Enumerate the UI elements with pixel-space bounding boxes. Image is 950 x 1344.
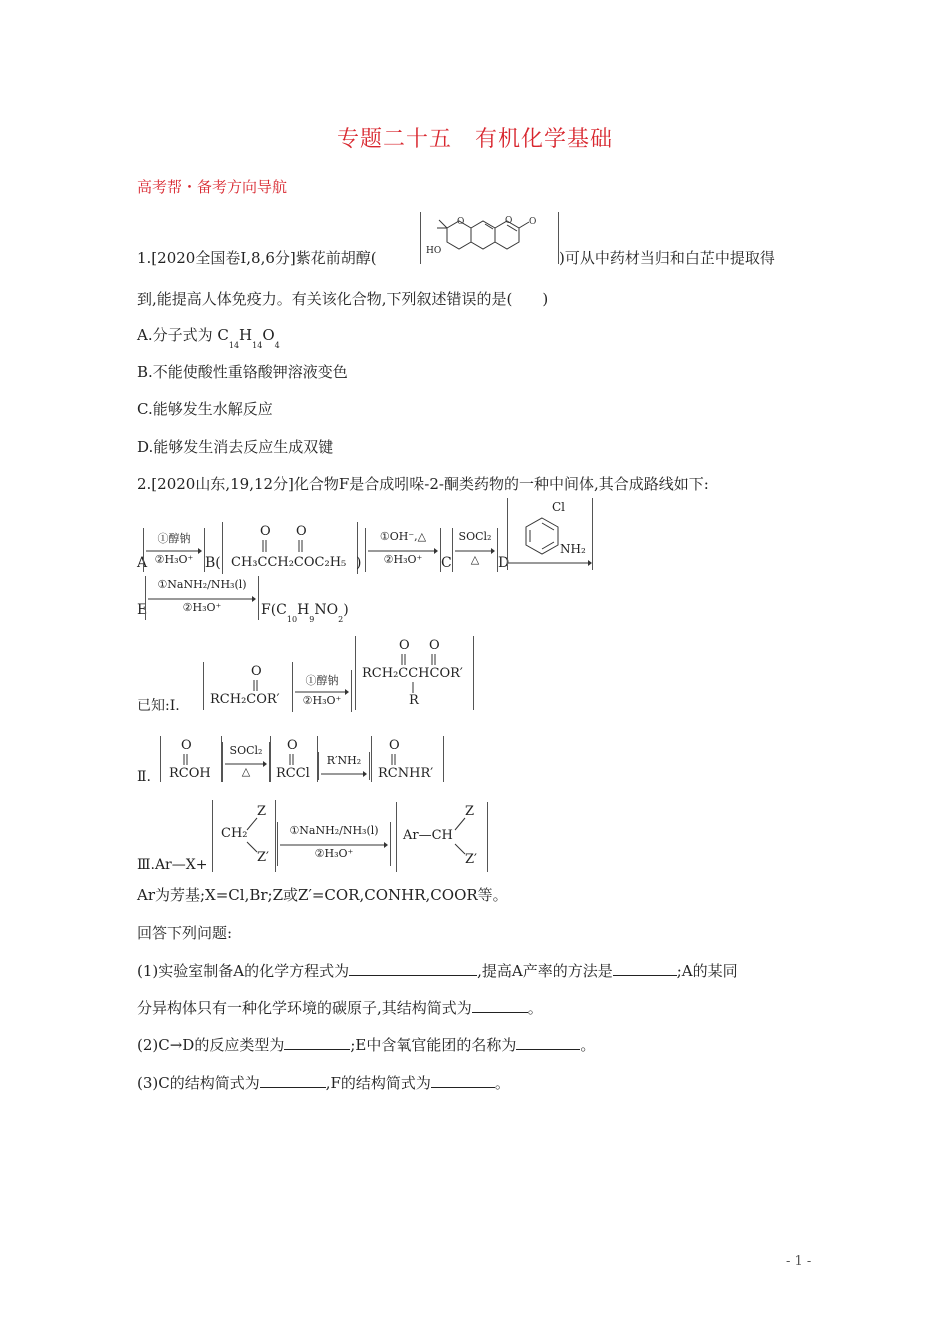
sub: 2 xyxy=(338,615,344,624)
carbonyl-o: O xyxy=(529,217,537,227)
b-double-bonds xyxy=(263,540,303,554)
arrow-label-top: SOCl₂ xyxy=(458,530,492,543)
answer-prompt: 回答下列问题: xyxy=(137,924,233,942)
page-number: - 1 - xyxy=(786,1254,812,1269)
arrow-line xyxy=(508,560,592,566)
k3-pz: Z xyxy=(465,804,475,819)
arrow-label-bottom: △ xyxy=(241,765,251,778)
q1-option-a xyxy=(137,324,280,350)
p2-text-b: ;E中含氧官能团的名称为 xyxy=(350,1036,517,1054)
q1-stem-end: )可从中药材当归和白芷中提取得 xyxy=(559,249,775,267)
atom: H xyxy=(239,326,253,344)
k1-product-formula: RCH₂CCHCOR′ xyxy=(362,666,463,681)
route-b-structure xyxy=(222,522,358,574)
answer-blank[interactable] xyxy=(349,961,477,976)
route-arrow-1 xyxy=(143,528,205,572)
arrow-label-top: ①NaNH₂/NH₃(l) xyxy=(289,824,379,837)
nh2-label: NH₂ xyxy=(560,542,586,556)
arrow-label-top: ①醇钠 xyxy=(305,674,339,687)
k3-note: Ar为芳基;X=Cl,Br;Z或Z′=COR,CONHR,COOR等。 xyxy=(137,886,508,904)
k3-pzp: Z′ xyxy=(465,852,477,867)
arrow-label-bottom: ②H₃O⁺ xyxy=(314,847,354,860)
ring-o-1: O xyxy=(457,217,465,227)
arrow-label-bottom: ②H₃O⁺ xyxy=(383,553,423,566)
part-1-line-1 xyxy=(137,960,738,981)
k1-reactant-formula: RCH₂COR′ xyxy=(210,692,280,707)
route-c: C xyxy=(441,555,452,571)
k2-ao: O xyxy=(181,738,192,753)
q1-structure-image xyxy=(420,212,559,264)
k2-c-bond xyxy=(392,754,398,766)
arrow-label-top: SOCl₂ xyxy=(229,744,263,757)
sub: 14 xyxy=(228,341,240,350)
page-title: 专题二十五 有机化学基础 xyxy=(336,127,613,152)
p1-text-d: 分异构体只有一种化学环境的碳原子,其结构简式为 xyxy=(137,999,472,1017)
b-formula: CH₃CCH₂COC₂H₅ xyxy=(231,555,347,570)
k2-bo: O xyxy=(287,738,298,753)
sub: 9 xyxy=(309,615,315,624)
p3-text-c: 。 xyxy=(494,1074,510,1092)
k3-product-formula: Ar—CH xyxy=(403,828,453,843)
arrow-label-bottom: △ xyxy=(470,553,480,566)
route-arrow-4 xyxy=(145,576,259,620)
part-3 xyxy=(137,1072,510,1093)
arrow-label-bottom: ②H₃O⁺ xyxy=(154,553,194,566)
atom: O xyxy=(262,326,275,344)
arrow-label-top: ①醇钠 xyxy=(157,532,191,545)
p1-text-b: ,提高A产率的方法是 xyxy=(477,962,613,980)
p3-text-b: ,F的结构简式为 xyxy=(325,1074,431,1092)
answer-blank[interactable] xyxy=(284,1035,350,1050)
q1-stem-cont: 到,能提高人体免疫力。有关该化合物,下列叙述错误的是( ) xyxy=(137,290,549,308)
route-e: E xyxy=(137,602,148,618)
answer-blank[interactable] xyxy=(260,1073,326,1088)
k1-product xyxy=(355,636,474,710)
k2-b-formula: RCCl xyxy=(276,766,310,781)
p2-text-c: 。 xyxy=(580,1036,596,1054)
route-d: D xyxy=(498,555,510,571)
k3-z: Z xyxy=(257,804,267,819)
k1-reactant xyxy=(203,662,293,710)
part-2 xyxy=(137,1034,595,1055)
route-b-label: B( xyxy=(205,555,221,571)
sub: 4 xyxy=(274,341,280,350)
k3-bonds xyxy=(245,816,261,856)
k3-arrow xyxy=(277,822,391,866)
route-arrow-2 xyxy=(365,528,441,572)
k1-r: R xyxy=(409,693,419,708)
k3-product-bonds xyxy=(453,816,469,858)
arrow-label-top: R′NH₂ xyxy=(326,754,362,767)
k3-product xyxy=(396,802,488,872)
q1-struct-ho: HO xyxy=(426,246,442,256)
atom: H xyxy=(297,602,310,618)
b-o-2: O xyxy=(296,524,307,539)
q1-stem-start: 1.[2020全国卷Ⅰ,8,6分]紫花前胡醇( xyxy=(137,249,377,267)
section-heading: 高考帮・备考方向导航 xyxy=(137,178,288,196)
p2-text-a: (2)C→D的反应类型为 xyxy=(137,1036,285,1054)
p1-text-c: ;A的某同 xyxy=(676,962,738,980)
sub: 14 xyxy=(252,341,263,350)
q2-stem: 2.[2020山东,19,12分]化合物F是合成吲哚-2-酮类药物的一种中间体,其合成路线如下: xyxy=(137,475,709,493)
arrow-label-bottom: ②H₃O⁺ xyxy=(302,694,342,707)
p1-text-a: (1)实验室制备A的化学方程式为 xyxy=(137,962,350,980)
k2-a xyxy=(160,736,222,782)
b-o-1: O xyxy=(260,524,271,539)
answer-blank[interactable] xyxy=(472,998,528,1013)
k3-reactant xyxy=(212,800,276,872)
k3-ch2: CH₂ xyxy=(221,826,248,841)
arrow-label-bottom: ②H₃O⁺ xyxy=(182,601,222,614)
cl-label: Cl xyxy=(552,500,566,514)
k2-label: Ⅱ. xyxy=(137,769,151,785)
route-a: A xyxy=(137,555,148,571)
k2-arrow-1 xyxy=(222,742,270,782)
k3-zp: Z′ xyxy=(257,850,269,865)
k2-b xyxy=(270,736,318,782)
answer-blank[interactable] xyxy=(431,1073,495,1088)
answer-blank[interactable] xyxy=(613,961,677,976)
arrow-label-top: ①NaNH₂/NH₃(l) xyxy=(157,578,247,591)
k3-label: Ⅲ.Ar—X+ xyxy=(137,857,208,873)
route-arrow-3 xyxy=(452,528,498,572)
arrow-line xyxy=(321,771,367,777)
k1-double-bond xyxy=(254,680,260,692)
k1-product-bonds xyxy=(402,654,436,666)
route-b-close: ) xyxy=(356,555,362,571)
k1-o: O xyxy=(251,664,262,679)
arrow-label-top: ①OH⁻,△ xyxy=(379,530,427,543)
k2-b-bond xyxy=(290,754,296,766)
p3-text-a: (3)C的结构简式为 xyxy=(137,1074,260,1092)
option-a-text: A.分子式为 C xyxy=(137,326,229,344)
benzene-ring xyxy=(522,516,562,556)
f-text: F(C xyxy=(261,602,287,618)
k2-c-formula: RCNHR′ xyxy=(378,766,434,781)
f-close: ) xyxy=(343,602,349,618)
k1-po1: O xyxy=(399,638,410,653)
q1-option-b: B.不能使酸性重铬酸钾溶液变色 xyxy=(137,363,348,381)
route-reagent-structure xyxy=(507,498,593,570)
k2-c xyxy=(371,736,444,782)
q1-option-c: C.能够发生水解反应 xyxy=(137,400,273,418)
k1-po2: O xyxy=(429,638,440,653)
known-label: 已知:Ⅰ. xyxy=(137,698,180,714)
k2-co: O xyxy=(389,738,400,753)
part-1-line-2 xyxy=(137,997,543,1018)
q1-option-d: D.能够发生消去反应生成双键 xyxy=(137,438,334,456)
p1-text-e: 。 xyxy=(527,999,543,1017)
k2-a-formula: RCOH xyxy=(169,766,211,781)
route-f xyxy=(261,602,349,624)
k1-arrow xyxy=(292,670,352,712)
ring-o-2: O xyxy=(505,216,513,226)
k2-a-bond xyxy=(184,754,190,766)
answer-blank[interactable] xyxy=(516,1035,580,1050)
atom: NO xyxy=(314,602,339,618)
sub: 10 xyxy=(286,615,298,624)
k2-arrow-2 xyxy=(318,752,370,780)
q1-structure-drawing xyxy=(421,212,558,264)
